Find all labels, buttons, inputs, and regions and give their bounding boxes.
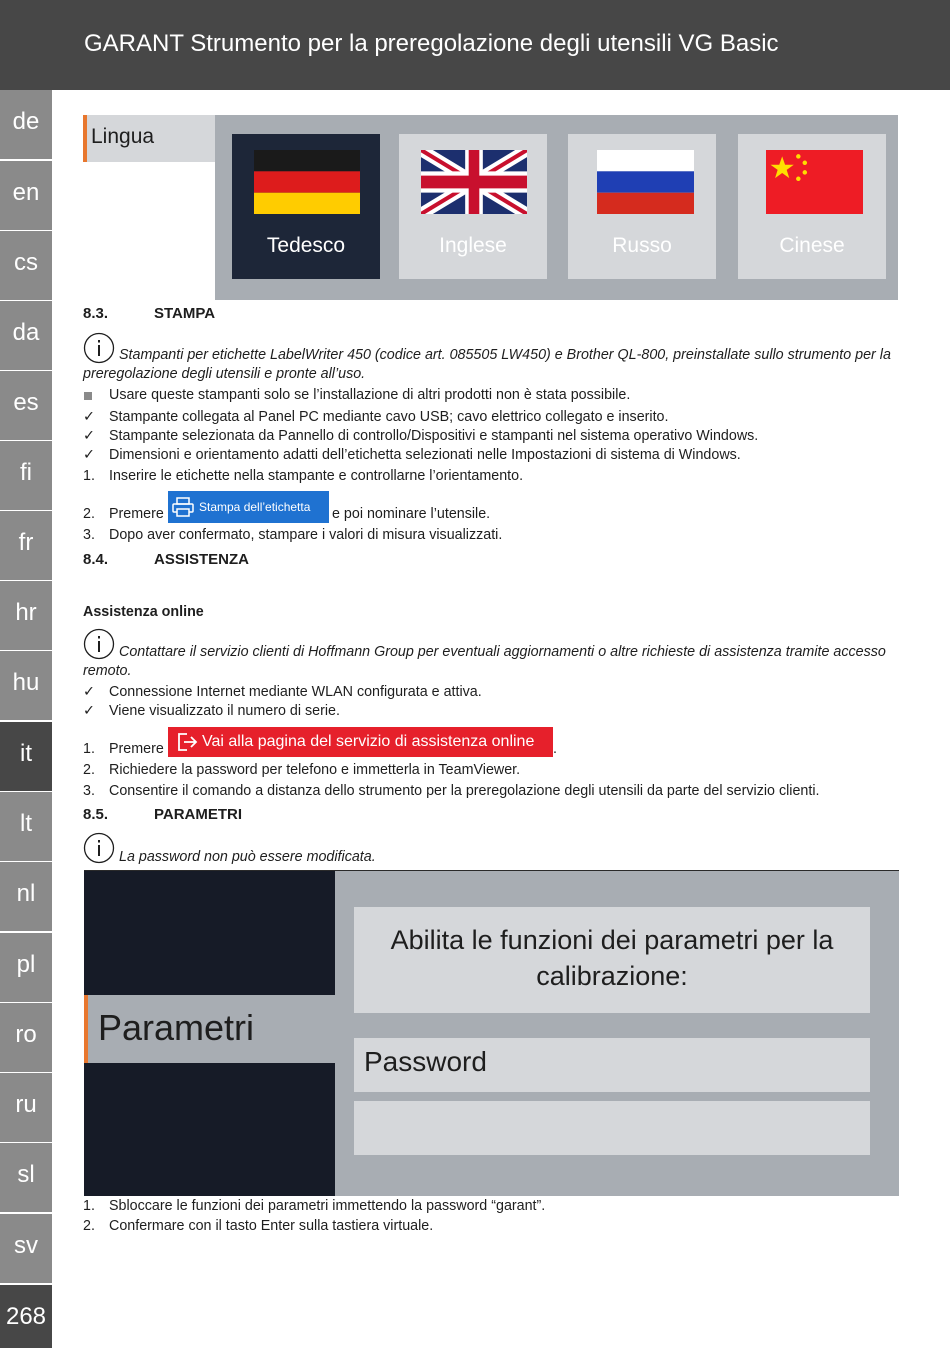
- printer-icon: [172, 497, 194, 517]
- external-link-icon: [178, 733, 198, 751]
- parameters-info-card: Abilita le funzioni dei parametri per la calibrazione:: [354, 907, 870, 1013]
- online-support-button-text: Vai alla pagina del servizio di assistenza online: [202, 733, 535, 750]
- lang-tab-de[interactable]: de: [0, 90, 52, 159]
- parameters-label: Parametri: [98, 1007, 255, 1048]
- section-title: ASSISTENZA: [154, 551, 250, 568]
- print-label-button-text: Stampa dell’etichetta: [199, 500, 311, 514]
- lang-tab-lt[interactable]: lt: [0, 792, 52, 861]
- print-note: Stampanti per etichette LabelWriter 450 (codice art. 085505 LW450) e Brother QL-800, preinstallate sullo strumento per la preregolazione degli utensili e pronte all’uso.: [83, 347, 891, 382]
- info-icon: [83, 832, 115, 864]
- lang-tab-cs[interactable]: cs: [0, 231, 52, 300]
- lang-tab-hr[interactable]: hr: [0, 581, 52, 650]
- password-input[interactable]: [354, 1101, 870, 1155]
- list-item-continuation: e poi nominare l’utensile.: [332, 506, 491, 522]
- language-sidebar: [0, 90, 52, 1348]
- lang-tab-fi[interactable]: fi: [0, 441, 52, 510]
- lang-tab-fr[interactable]: fr: [0, 511, 52, 580]
- uk-flag-icon: [421, 150, 527, 214]
- lang-tab-pl[interactable]: pl: [0, 933, 52, 1002]
- section-number: 8.3.: [83, 305, 109, 322]
- check-icon: ✓: [83, 684, 95, 700]
- check-icon: ✓: [83, 428, 95, 444]
- support-note: Contattare il servizio clienti di Hoffmann Group per eventuali aggiornamenti o altre richieste di assistenza tramite accesso remoto.: [83, 644, 886, 679]
- language-option-russian[interactable]: [568, 134, 716, 279]
- language-option-english[interactable]: [399, 134, 547, 279]
- page-header: [0, 0, 950, 90]
- lang-tab-sl[interactable]: sl: [0, 1143, 52, 1212]
- parameters-menu-item[interactable]: [84, 995, 335, 1063]
- print-label-button[interactable]: [168, 491, 329, 523]
- password-label: Password: [354, 1038, 870, 1092]
- russia-flag-icon: [597, 150, 694, 214]
- lang-tab-sv[interactable]: sv: [0, 1214, 52, 1283]
- check-icon: ✓: [83, 703, 95, 719]
- language-option-german[interactable]: [232, 134, 380, 279]
- section-title: PARAMETRI: [154, 806, 243, 823]
- section-number: 8.4.: [83, 551, 109, 568]
- parameters-screen: [84, 871, 899, 1196]
- check-icon: ✓: [83, 409, 95, 425]
- page-title: GARANT Strumento per la preregolazione degli utensili VG Basic: [84, 30, 779, 57]
- language-screen-label: [83, 115, 215, 162]
- germany-flag-icon: [254, 150, 360, 214]
- lang-tab-da[interactable]: da: [0, 301, 52, 370]
- lang-tab-nl[interactable]: nl: [0, 862, 52, 931]
- lang-tab-en[interactable]: en: [0, 161, 52, 230]
- lang-tab-ro[interactable]: ro: [0, 1003, 52, 1072]
- section-title: STAMPA: [154, 305, 216, 322]
- lang-tab-ru[interactable]: ru: [0, 1073, 52, 1142]
- language-option-name: Tedesco: [266, 234, 346, 257]
- language-option-name: Russo: [612, 234, 672, 257]
- lang-tab-hu[interactable]: hu: [0, 651, 52, 720]
- language-label-text: Lingua: [91, 125, 155, 148]
- language-screen-spacer: [83, 162, 215, 300]
- language-option-name: Inglese: [439, 234, 507, 257]
- check-icon: ✓: [83, 447, 95, 463]
- params-note: La password non può essere modificata.: [119, 849, 376, 865]
- section-number: 8.5.: [83, 806, 109, 823]
- lang-tab-es[interactable]: es: [0, 371, 52, 440]
- page-number: 268: [0, 1285, 52, 1348]
- language-option-name: Cinese: [779, 234, 845, 257]
- language-screen: [83, 115, 898, 300]
- online-support-subheading: Assistenza online: [83, 604, 204, 620]
- language-option-chinese[interactable]: [738, 134, 886, 279]
- china-flag-icon: [766, 150, 863, 214]
- list-item-continuation: .: [553, 741, 557, 757]
- lang-tab-it[interactable]: it: [0, 722, 52, 791]
- square-bullet-icon: [84, 392, 92, 400]
- online-support-button[interactable]: [168, 727, 553, 757]
